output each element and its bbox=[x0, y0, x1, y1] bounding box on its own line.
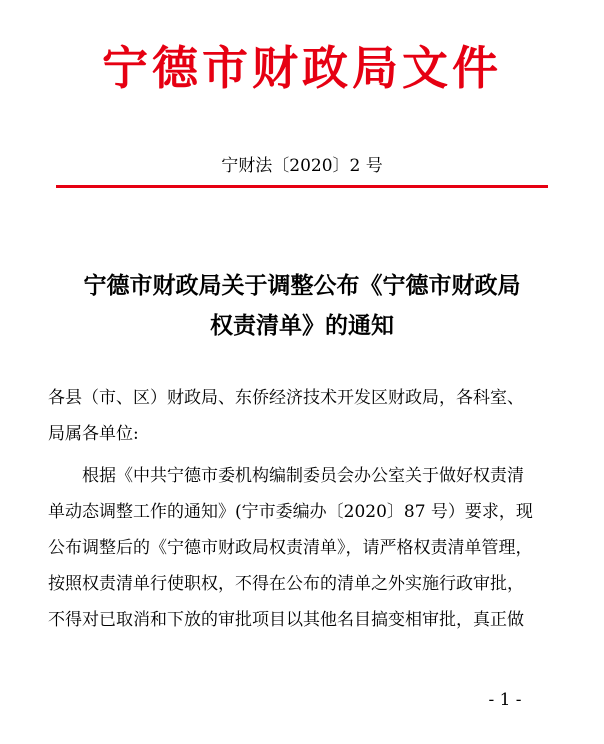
notice-title-line-2: 权责清单》的通知 bbox=[210, 312, 394, 339]
body-line-5: 不得对已取消和下放的审批项目以其他名目搞变相审批，真正做 bbox=[48, 610, 524, 630]
addressee-line-1: 各县（市、区）财政局、东侨经济技术开发区财政局，各科室、 bbox=[48, 388, 524, 408]
addressee-block bbox=[48, 380, 556, 452]
body-line-3: 公布调整后的《宁德市财政局权责清单》，请严格权责清单管理， bbox=[48, 538, 533, 558]
page-number: - 1 - bbox=[488, 690, 522, 710]
body-line-2: 单动态调整工作的通知》(宁市委编办〔2020〕87 号）要求，现 bbox=[48, 502, 533, 522]
notice-title-line-1: 宁德市财政局关于调整公布《宁德市财政局 bbox=[83, 272, 521, 299]
notice-title bbox=[40, 266, 564, 346]
body-line-1: 根据《中共宁德市委机构编制委员会办公室关于做好权责清 bbox=[82, 466, 524, 486]
addressee-line-2: 局属各单位: bbox=[48, 424, 139, 444]
body-paragraph bbox=[48, 458, 556, 638]
red-header-rule bbox=[56, 185, 548, 188]
body-line-4: 按照权责清单行使职权，不得在公布的清单之外实施行政审批， bbox=[48, 574, 524, 594]
document-number: 宁财法〔2020〕2 号 bbox=[221, 156, 383, 176]
issuing-org-title: 宁德市财政局文件 bbox=[102, 41, 502, 95]
